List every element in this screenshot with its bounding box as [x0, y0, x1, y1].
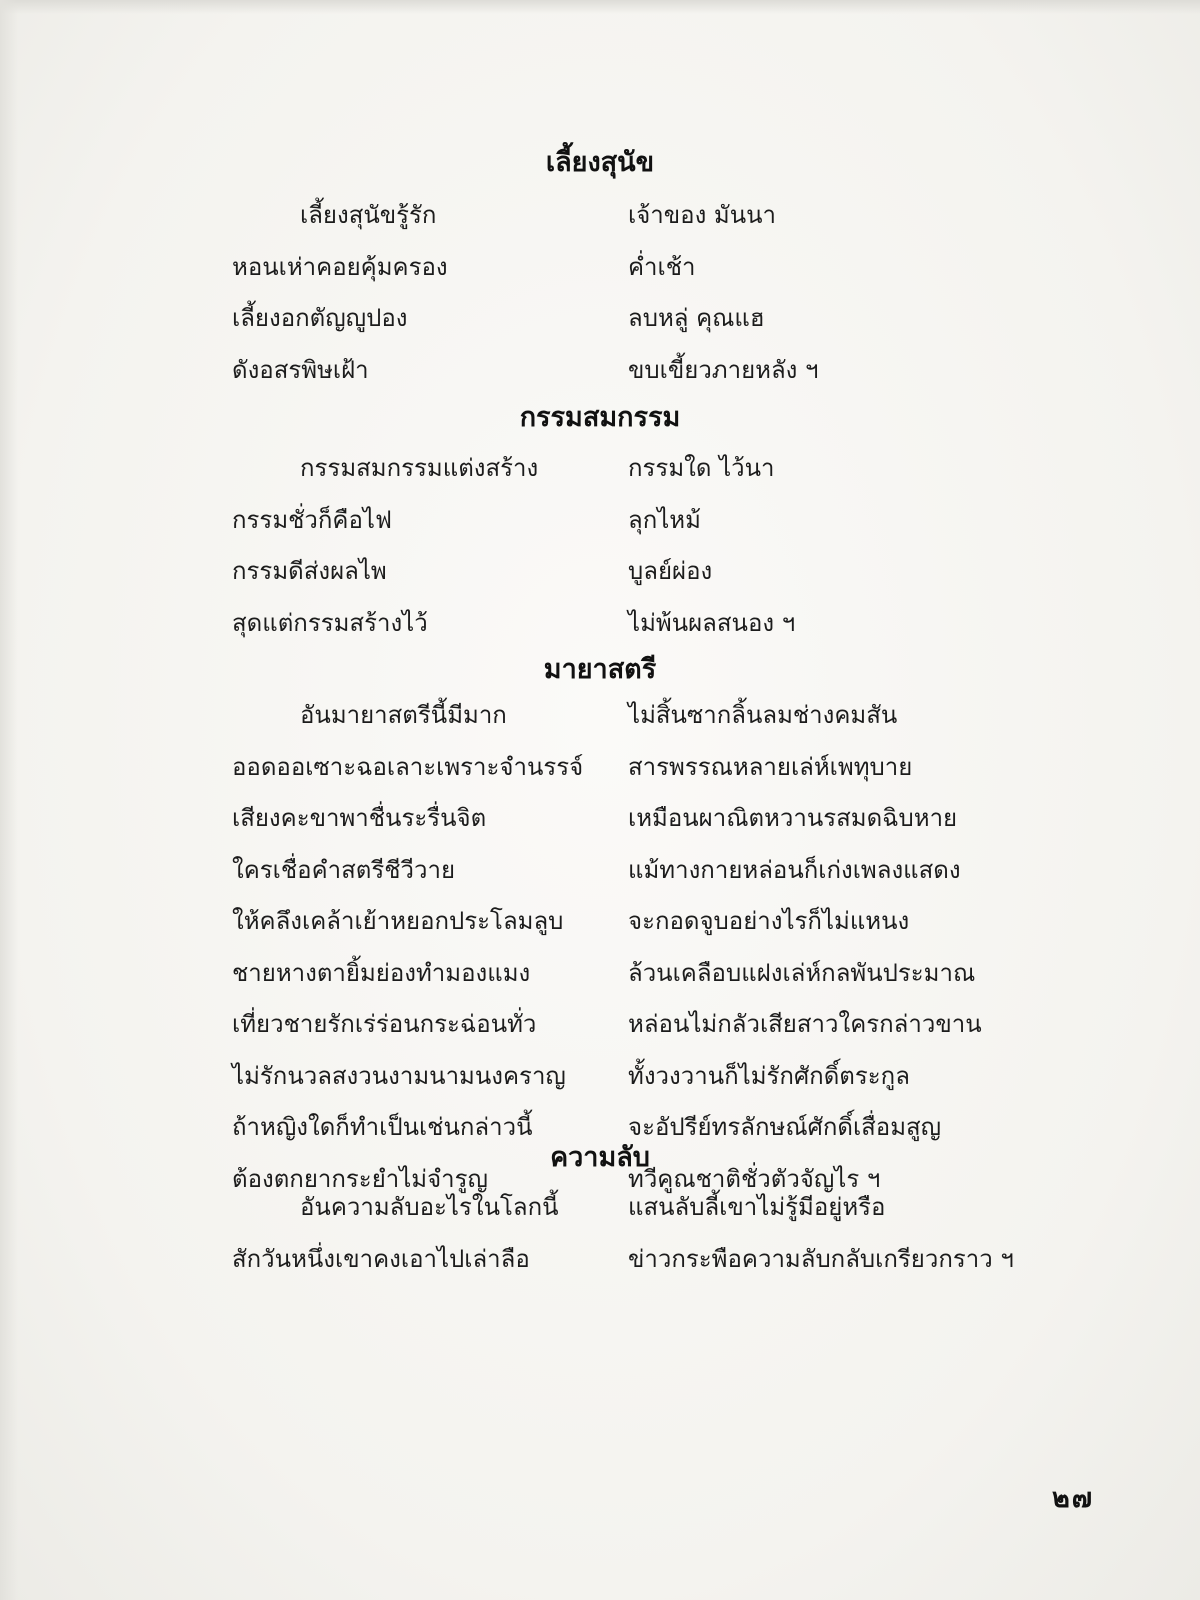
- verse-second-half: ล้วนเคลือบแฝงเล่ห์กลพันประมาณ: [628, 959, 976, 987]
- verse-first-half: ถ้าหญิงใดก็ทำเป็นเช่นกล่าวนี้: [232, 1113, 533, 1141]
- page-number: ๒๗: [1052, 1483, 1095, 1514]
- poem-title: เลี้ยงสุนัข: [545, 147, 655, 178]
- verse-line: [0, 1184, 1200, 1230]
- verse-first-half: สักวันหนึ่งเขาคงเอาไปเล่าลือ: [232, 1245, 530, 1273]
- verse-first-half: ดังอสรพิษเฝ้า: [232, 356, 369, 384]
- poem-title: มายาสตรี: [543, 654, 657, 685]
- verse-line: [0, 347, 1200, 393]
- verse-line: [0, 795, 1200, 841]
- verse-line: [0, 600, 1200, 646]
- verse-line: [0, 950, 1200, 996]
- verse-first-half: กรรมดีส่งผลไพ: [232, 557, 387, 585]
- verse-line: [0, 1001, 1200, 1047]
- verse-first-half: เลี้ยงอกตัญญูปอง: [232, 304, 408, 332]
- verse-first-half: เสียงคะขาพาชื่นระรื่นจิต: [232, 804, 487, 832]
- verse-second-half: แม้ทางกายหล่อนก็เก่งเพลงแสดง: [628, 856, 961, 884]
- verse-second-half: จะกอดจูบอย่างไรก็ไม่แหนง: [628, 907, 910, 935]
- verse-second-half: ทวีคูณชาติชั่วตัวจัญไร ฯ: [628, 1165, 881, 1193]
- verse-second-half: ทั้งวงวานก็ไม่รักศักดิ์ตระกูล: [628, 1062, 910, 1090]
- verse-second-half: บูลย์ผ่อง: [628, 557, 713, 585]
- verse-first-half: ออดออเซาะฉอเลาะเพราะจำนรรจ์: [232, 753, 584, 781]
- verse-first-half: อันมายาสตรีนี้มีมาก: [300, 701, 507, 729]
- verse-first-half: ใครเชื่อคำสตรีชีวีวาย: [232, 856, 456, 884]
- verse-line: [0, 295, 1200, 341]
- verse-first-half: หอนเห่าคอยคุ้มครอง: [232, 253, 448, 281]
- verse-second-half: สารพรรณหลายเล่ห์เพทุบาย: [628, 753, 913, 781]
- verse-first-half: กรรมชั่วก็คือไฟ: [232, 506, 392, 534]
- verse-second-half: ค่ำเช้า: [628, 253, 696, 281]
- verse-line: [0, 744, 1200, 790]
- verse-first-half: ให้คลึงเคล้าเย้าหยอกประโลมลูบ: [232, 907, 564, 935]
- poem-title: ความลับ: [550, 1142, 650, 1173]
- verse-line: [0, 548, 1200, 594]
- verse-first-half: ไม่รักนวลสงวนงามนามนงคราญ: [232, 1062, 566, 1090]
- verse-second-half: หล่อนไม่กลัวเสียสาวใครกล่าวขาน: [628, 1010, 982, 1038]
- verse-second-half: ไม่พ้นผลสนอง ฯ: [628, 609, 796, 637]
- verse-line: [0, 497, 1200, 543]
- verse-second-half: แสนลับลี้เขาไม่รู้มีอยู่หรือ: [628, 1193, 886, 1221]
- verse-second-half: เจ้าของ มันนา: [628, 201, 777, 229]
- verse-first-half: สุดแต่กรรมสร้างไว้: [232, 609, 428, 637]
- verse-line: [0, 244, 1200, 290]
- verse-second-half: ไม่สิ้นซากลิ้นลมช่างคมสัน: [628, 701, 898, 729]
- page-top-edge: [0, 0, 1200, 14]
- verse-second-half: จะอัปรีย์ทรลักษณ์ศักดิ์เสื่อมสูญ: [628, 1113, 942, 1141]
- verse-second-half: ลบหลู่ คุณแฮ: [628, 304, 765, 332]
- verse-line: [0, 847, 1200, 893]
- verse-first-half: ชายหางตายิ้มย่องทำมองแมง: [232, 959, 531, 987]
- verse-first-half: เที่ยวชายรักเร่ร่อนกระฉ่อนทั่ว: [232, 1010, 537, 1038]
- verse-line: [0, 898, 1200, 944]
- verse-second-half: เหมือนผาณิตหวานรสมดฉิบหาย: [628, 804, 958, 832]
- verse-second-half: ข่าวกระพือความลับกลับเกรียวกราว ฯ: [628, 1245, 1014, 1273]
- verse-second-half: กรรมใด ไว้นา: [628, 454, 775, 482]
- verse-line: [0, 192, 1200, 238]
- verse-line: [0, 445, 1200, 491]
- poem-title: กรรมสมกรรม: [519, 402, 681, 433]
- verse-first-half: อันความลับอะไรในโลกนี้: [300, 1193, 559, 1221]
- verse-first-half: กรรมสมกรรมแต่งสร้าง: [300, 454, 539, 482]
- verse-line: [0, 1053, 1200, 1099]
- verse-first-half: เลี้ยงสุนัขรู้รัก: [300, 201, 437, 229]
- verse-first-half: ต้องตกยากระยำไม่จำรูญ: [232, 1165, 488, 1193]
- verse-second-half: ขบเขี้ยวภายหลัง ฯ: [628, 356, 819, 384]
- verse-second-half: ลุกไหม้: [628, 506, 701, 534]
- verse-line: [0, 1236, 1200, 1282]
- verse-line: [0, 692, 1200, 738]
